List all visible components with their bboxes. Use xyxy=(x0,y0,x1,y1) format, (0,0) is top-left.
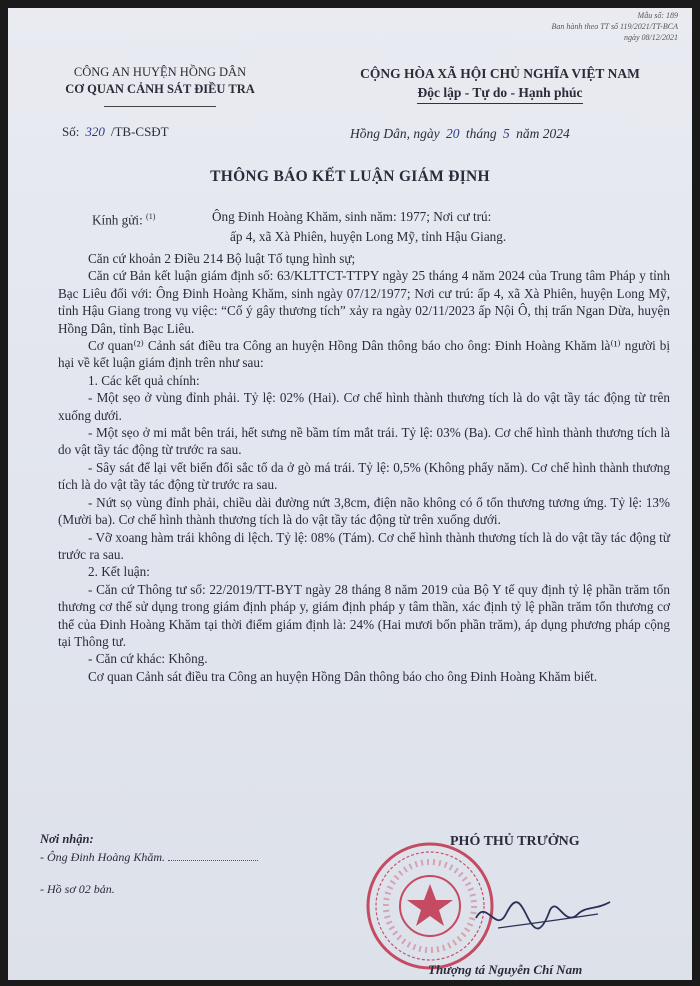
signer-name: Thượng tá Nguyễn Chí Nam xyxy=(428,962,583,977)
agency-unit: CƠ QUAN CẢNH SÁT ĐIỀU TRA xyxy=(65,82,255,96)
closing-paragraph: Cơ quan Cảnh sát điều tra Công an huyện Hồng Dân thông báo cho ông Đinh Hoàng Khăm biết. xyxy=(88,668,598,684)
document-date xyxy=(350,126,570,142)
recipients-list xyxy=(40,830,258,898)
document-page xyxy=(8,8,692,980)
recipient-entry: - Ông Đinh Hoàng Khăm. xyxy=(40,848,258,866)
recipient-label: Kính gửi: $^{(1)}$ xyxy=(92,212,156,228)
nation-name: CỘNG HÒA XÃ HỘI CHỦ NGHĨA VIỆT NAM xyxy=(360,66,640,81)
national-header xyxy=(330,64,670,104)
recipient-block xyxy=(58,208,670,246)
finding-item: - Một sẹo ở mi mắt bên trái, hết sưng nề bầm tím mắt trái. Tỷ lệ: 03% (Ba). Cơ chế hình thành thương tích là do vật tầy tác động từ trước ra sau. xyxy=(58,425,670,458)
date-place: Hồng Dân, ngày xyxy=(350,126,440,141)
conclusion-item: - Căn cứ khác: Không. xyxy=(88,651,208,667)
finding-item: - Một sẹo ở vùng đỉnh phải. Tỷ lệ: 02% (Hai). Cơ chế hình thành thương tích là do vật tầy tác động từ trên xuống dưới. xyxy=(58,390,670,423)
document-number xyxy=(62,124,169,140)
date-month-word: tháng xyxy=(465,126,497,141)
doc-number-prefix: Số: xyxy=(62,124,80,139)
doc-number-handwritten: 320 xyxy=(85,124,105,139)
date-day: 20 xyxy=(446,126,460,141)
date-month: 5 xyxy=(503,126,510,141)
signer-title: PHÓ THỦ TRƯỞNG xyxy=(450,834,580,849)
recipient-entry: - Hồ sơ 02 bản. xyxy=(40,882,115,896)
form-note xyxy=(552,10,678,43)
finding-item: - Vỡ xoang hàm trái không di lệch. Tỷ lệ: 08% (Tám). Cơ chế hình thành thương tích là do vật tầy tác động từ trước ra sau. xyxy=(58,529,670,562)
handwritten-signature xyxy=(468,884,618,944)
form-note-line: Ban hành theo TT số 119/2021/TT-BCA xyxy=(551,22,678,31)
conclusion-item: - Căn cứ Thông tư số: 22/2019/TT-BYT ngày 28 tháng 8 năm 2019 của Bộ Y tế quy định tỷ lệ phần trăm tổn thương cơ thể sử dụng trong giám định pháp y, giám định pháp y tâm thần, xác định tỷ lệ phần trăm tổn thương cơ thể của Đinh Hoàng Khăm tại thời điểm giám định là: 24% (Hai mươi bốn phần trăm), áp dụng phương pháp cộng tại Thông tư. xyxy=(58,581,670,649)
header-divider xyxy=(104,106,216,107)
recipient-line-2: ấp 4, xã Xà Phiên, huyện Long Mỹ, tỉnh Hậu Giang. xyxy=(230,229,507,244)
date-year: năm 2024 xyxy=(516,126,570,141)
finding-item: - Sây sát để lại vết biến đổi sắc tố da ở gò má trái. Tỷ lệ: 0,5% (Không phẩy năm). Cơ chế hình thành thương tích là do vật tầy tác động từ trước ra sau. xyxy=(58,459,670,493)
paragraph: Căn cứ Bản kết luận giám định số: 63/KLTTCT-TTPY ngày 25 tháng 4 năm 2024 của Trung tâm Pháp y tỉnh Bạc Liêu đối với: Ông Đinh Hoàng Khăm, sinh ngày 07/12/1977; Nơi cư trú: ấp 4, xã Xà Phiên, huyện Long Mỹ, tỉnh Hậu Giang trong vụ việc: “Cố ý gây thương tích” xảy ra ngày 02/11/2023 ấp Nội Ô, thị trấn Ngan Dừa, huyện Hồng Dân, tỉnh Bạc Liêu. xyxy=(58,268,670,336)
form-note-line: Mẫu số: 189 xyxy=(637,11,678,20)
document-title: THÔNG BÁO KẾT LUẬN GIÁM ĐỊNH xyxy=(210,168,490,185)
national-motto: Độc lập - Tự do - Hạnh phúc xyxy=(417,83,582,104)
agency-header xyxy=(42,64,278,98)
paragraph: Căn cứ khoản 2 Điều 214 Bộ luật Tố tụng hình sự; xyxy=(88,251,356,266)
paragraph: Cơ quan⁽²⁾ Cảnh sát điều tra Công an huyện Hồng Dân thông báo cho ông: Đinh Hoàng Khăm là⁽¹⁾ người bị hại về kết luận giám định trên như sau: xyxy=(58,338,670,371)
recipient-line-1: Ông Đinh Hoàng Khăm, sinh năm: 1977; Nơi cư trú: xyxy=(212,209,492,224)
agency-name: CÔNG AN HUYỆN HỒNG DÂN xyxy=(73,65,247,79)
recipients-label: Nơi nhận: xyxy=(40,832,94,846)
doc-number-suffix: /TB-CSĐT xyxy=(110,124,169,139)
section-heading: 2. Kết luận: xyxy=(88,564,150,580)
section-heading: 1. Các kết quả chính: xyxy=(88,372,200,388)
finding-item: - Nứt sọ vùng đỉnh phải, chiều dài đường nứt 3,8cm, điện não không có ổ tổn thương tương ứng. Tỷ lệ: 13% (Mười ba). Cơ chế hình thành thương tích là do vật tầy tác động từ trên xuống dưới. xyxy=(58,494,670,528)
form-note-line: ngày 08/12/2021 xyxy=(624,33,678,42)
document-body xyxy=(58,208,670,685)
